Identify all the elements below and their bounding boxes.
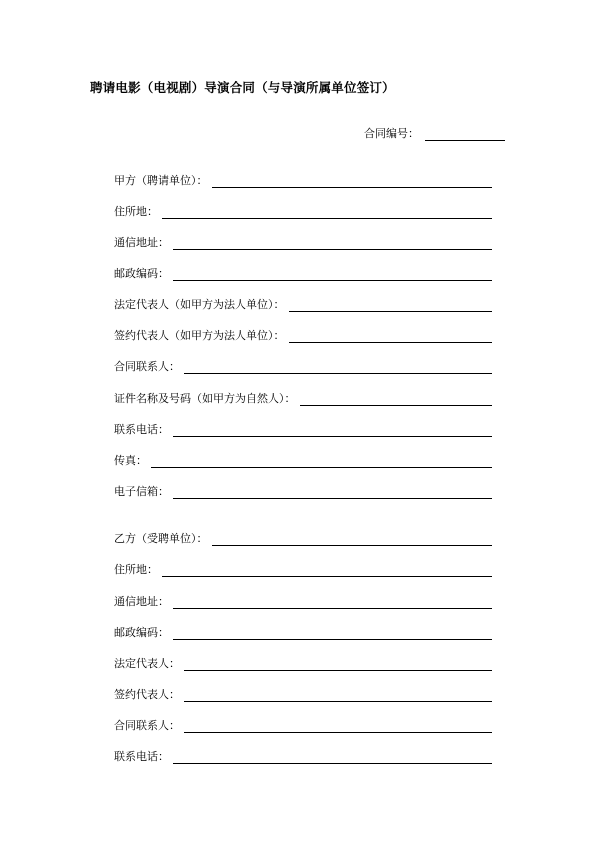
field-label: 证件名称及号码（如甲方为自然人）： xyxy=(114,392,296,405)
party-b-field-row xyxy=(114,655,492,671)
party-b-field-row xyxy=(114,624,492,640)
field-blank[interactable] xyxy=(173,488,492,499)
party-a-field-row xyxy=(114,296,492,312)
party-a-field-row xyxy=(114,358,492,374)
party-a-field-row xyxy=(114,390,492,406)
field-blank[interactable] xyxy=(184,363,492,374)
field-label: 法定代表人（如甲方为法人单位）： xyxy=(114,298,285,311)
field-label: 合同联系人： xyxy=(114,719,180,732)
field-label: 通信地址： xyxy=(114,595,169,608)
party-a-field-row xyxy=(114,327,492,343)
party-b-field-row xyxy=(114,686,492,702)
field-label: 邮政编码： xyxy=(114,267,169,280)
party-a-field-row xyxy=(114,172,492,188)
field-blank[interactable] xyxy=(184,722,492,733)
field-label: 乙方（受聘单位）： xyxy=(114,532,208,545)
party-a-field-row xyxy=(114,421,492,437)
field-label: 联系电话： xyxy=(114,423,169,436)
party-a-field-row xyxy=(114,452,492,468)
field-blank[interactable] xyxy=(300,395,493,406)
field-blank[interactable] xyxy=(184,691,492,702)
party-b-field-row xyxy=(114,593,492,609)
field-label: 住所地： xyxy=(114,205,158,218)
field-label: 传真： xyxy=(114,454,147,467)
field-blank[interactable] xyxy=(289,332,493,343)
party-b-field-row xyxy=(114,530,492,546)
field-label: 签约代表人： xyxy=(114,688,180,701)
party-a-field-row xyxy=(114,483,492,499)
field-label: 电子信箱： xyxy=(114,485,169,498)
field-blank[interactable] xyxy=(173,598,492,609)
party-a-field-row xyxy=(114,265,492,281)
field-blank[interactable] xyxy=(173,426,492,437)
field-label: 签约代表人（如甲方为法人单位）： xyxy=(114,329,285,342)
field-blank[interactable] xyxy=(184,660,492,671)
contract-number-field xyxy=(364,125,505,141)
party-b-field-row xyxy=(114,748,492,764)
party-a-field-row xyxy=(114,203,492,219)
field-blank[interactable] xyxy=(212,535,493,546)
field-blank[interactable] xyxy=(212,177,493,188)
page-title: 聘请电影（电视剧）导演合同（与导演所属单位签订） xyxy=(90,80,395,95)
field-blank[interactable] xyxy=(173,270,492,281)
party-b-field-row xyxy=(114,561,492,577)
party-a-field-row xyxy=(114,234,492,250)
field-blank[interactable] xyxy=(151,457,492,468)
field-blank[interactable] xyxy=(289,301,493,312)
party-b-field-row xyxy=(114,717,492,733)
field-label: 法定代表人： xyxy=(114,657,180,670)
field-label: 通信地址： xyxy=(114,236,169,249)
field-blank[interactable] xyxy=(173,753,492,764)
field-blank[interactable] xyxy=(173,629,492,640)
field-blank[interactable] xyxy=(162,208,492,219)
field-blank[interactable] xyxy=(162,566,492,577)
field-label: 邮政编码： xyxy=(114,626,169,639)
field-label: 住所地： xyxy=(114,563,158,576)
contract-number-label: 合同编号： xyxy=(364,127,419,140)
field-label: 合同联系人： xyxy=(114,360,180,373)
field-blank[interactable] xyxy=(173,239,492,250)
field-label: 联系电话： xyxy=(114,750,169,763)
contract-number-blank[interactable] xyxy=(425,130,505,141)
field-label: 甲方（聘请单位）： xyxy=(114,174,208,187)
